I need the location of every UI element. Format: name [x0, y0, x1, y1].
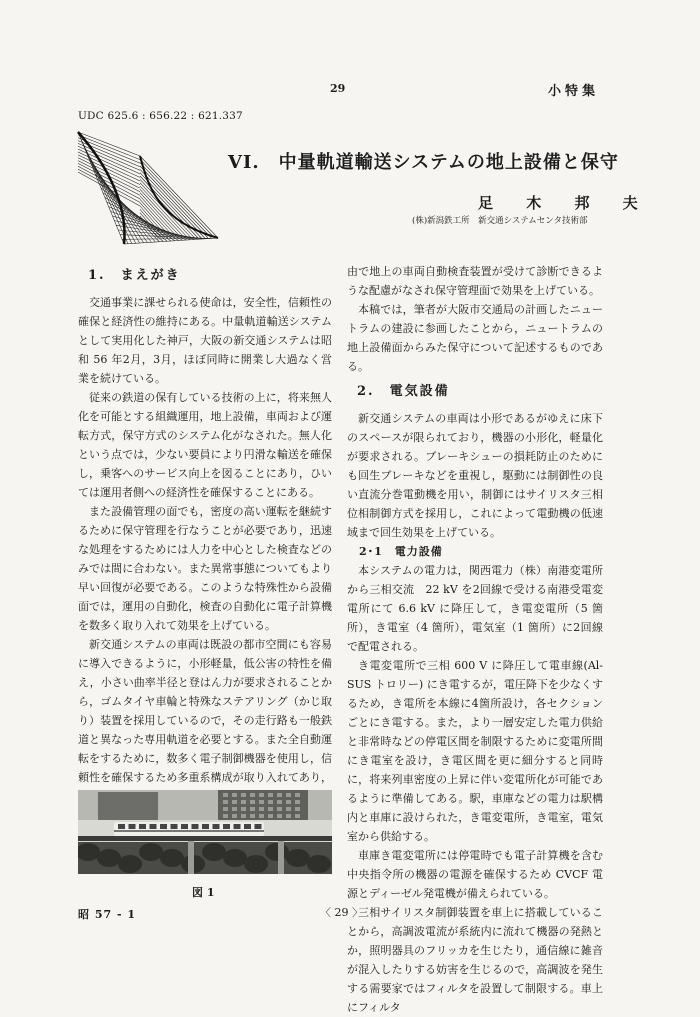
paragraph: 由で地上の車両自動検査装置が受けて診断できるような配慮がなされ保守管理面で効果を上げている。 — [347, 265, 603, 297]
paragraph: 交通事業に課せられる使命は，安全性，信頼性の確保と経済性の維持にある。中量軌道輸送システムとして実用化した神戸，大阪の新交通システムは昭和 56 年2月，3月，ほぼ同時に開業し大過なく営業を続けている。 — [78, 296, 332, 385]
author-affiliation: (株)新潟鉄工所 新交通システムセンタ技術部 — [412, 216, 588, 226]
article-title: VI. 中量軌道輸送システムの地上設備と保守 — [228, 152, 619, 173]
paragraph: 本稿では，筆者が大阪市交通局の計画したニュートラムの建設に参画したことから，ニュートラムの地上設備面からみた保守について記述するものである。 — [347, 303, 603, 373]
paragraph: 車庫き電変電所には停電時でも電子計算機を含む中央指令所の機器の電源を確保するため CVCF 電源とディーゼル発電機が備えられている。 — [347, 849, 603, 900]
paragraph: また設備管理の面でも，密度の高い運転を継続するために保守管理を行なうことが必要であり，迅速な処理をするためには人力を中心とした検査などのみでは間に合わない。また異常事態についてもより早い回復が必要である。このような特殊性から設備面では，運用の自動化，検査の自動化に電子計算機を数多く取り入れて効果を上げている。 — [78, 505, 332, 632]
udc-code: UDC 625.6 : 656.22 : 621.337 — [78, 110, 243, 122]
author-name: 足 木 邦 夫 — [478, 194, 652, 212]
figure-caption: 図 1 — [192, 886, 215, 899]
section-heading-1: 1. まえがき — [88, 268, 181, 283]
string-art-logo — [68, 126, 230, 252]
subsection-heading-2-1: 2･1 電力設備 — [359, 545, 443, 558]
paragraph: 本システムの電力は，関西電力（株）南港変電所から三相交流 22 kV を2回線で受ける南港受電変電所にて 6.6 kV に降圧して，き電変電所（5 箇所），き電室（4 箇所），電気室（1 箇所）に2回線で配電される。 — [347, 564, 603, 653]
section-heading-2: 2. 電気設備 — [357, 384, 450, 399]
footer-issue: 昭 57 - 1 — [78, 908, 137, 921]
paragraph: 新交通システムの車両は既設の都市空間にも容易に導入できるように，小形軽量，低公害の特性を備え，小さい曲率半径と登はん力が要求されることから，ゴムタイヤ車輪と特殊なステアリング（かじ取り）装置を採用しているので，その走行路も一般鉄道と異なった専用軌道を必要とする。また全自動運転をするために，数多く電子制御機器を使用し，信頼性を確保するため多重系構成が取り入れてあり， — [78, 638, 332, 784]
footer-page: 〈 29 〉 — [320, 906, 363, 919]
page-number: 29 — [330, 82, 346, 95]
paragraph: 三相サイリスタ制御装置を車上に搭載していることから，高調波電流が系統内に流れて機器の発熱とか，照明器具のフリッカを生じたり，通信線に雑音が混入したりする妨害を生じるので，高調波を発生する需要家ではフィルタを設置して制限する。車上にフィルタ — [347, 906, 603, 1014]
left-column — [78, 262, 332, 825]
figure-photo-guideway-train — [78, 790, 332, 874]
paragraph: き電変電所で三相 600 V に降圧して電車線(Al-SUS トロリー) にき電するが，電圧降下を少なくするため，き電所を本線に4箇所設け，各セクションごとにき電する。また，より一層安定した電力供給と非常時などの停電区間を制限するために変電所間にき電室を設け，き電区間を更に細分すると同時に，将来列車密度の上昇に伴い変電所化が可能であるように準備してある。駅，車庫などの電力は駅構内と車庫に設けられた，き電変電所，き電室，電気室から供給する。 — [347, 659, 603, 843]
right-column — [347, 262, 603, 1017]
paragraph: 従来の鉄道の保有している技術の上に，将来無人化を可能とする組織運用，地上設備，車両および運転方式，保守方式のシステム化がなされた。無人化という点では，少ない要員により円滑な輸送を確保し，乗客へのサービス向上を図ることにあり，ひいては運用者側への経済性を確保することにある。 — [78, 391, 332, 499]
paragraph: 新交通システムの車両は小形であるがゆえに床下のスペースが限られており，機器の小形化，軽量化が要求される。ブレーキシューの損耗防止のためにも回生ブレーキなどを重視し，駆動には制御性の良い直流分巻電動機を用い，制御にはサイリスタ三相位相制御方式を採用し，これによって電動機の低速域まで回生効果を上げている。 — [347, 412, 603, 539]
series-label: 小特集 — [548, 84, 600, 99]
